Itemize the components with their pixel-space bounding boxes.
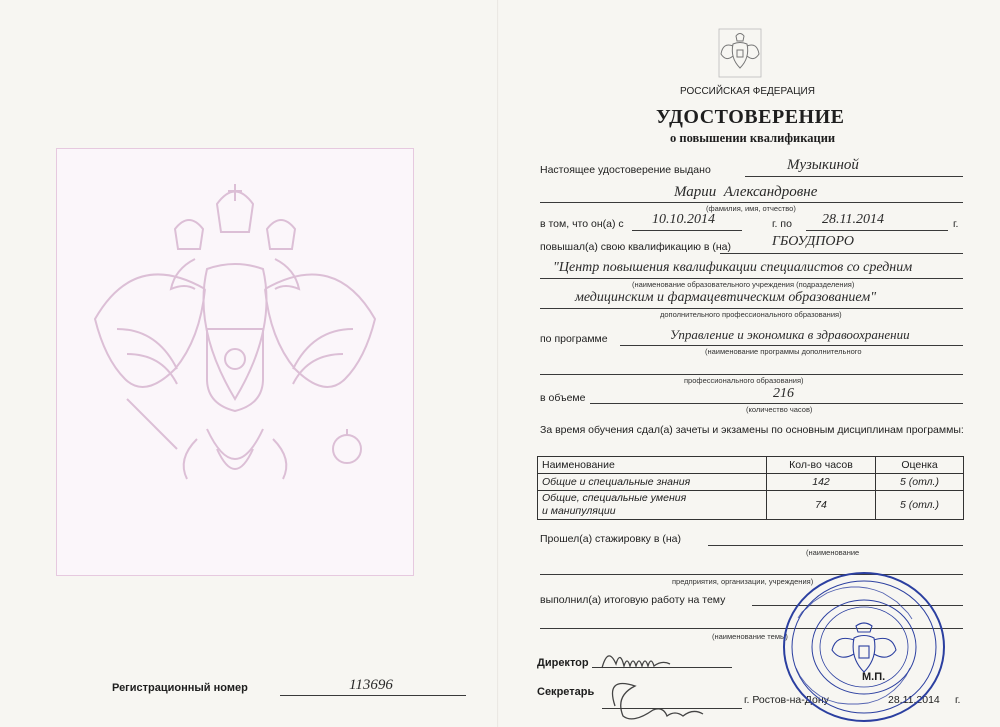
name-caption: (фамилия, имя, отчество) (706, 204, 796, 213)
director-line (592, 667, 732, 668)
program-line2 (540, 374, 963, 375)
grades-table (537, 456, 964, 520)
internship-label: Прошел(а) стажировку в (на) (540, 533, 681, 545)
volume-value: 216 (773, 386, 794, 401)
period-to-label: г. по (772, 218, 792, 230)
program-label: по программе (540, 333, 608, 345)
institution-short-line (720, 253, 963, 254)
issue-date: 28.11.2014 (888, 694, 940, 706)
date-to-value: 28.11.2014 (822, 212, 884, 227)
coat-of-arms-icon (57, 149, 413, 575)
surname-line (745, 176, 963, 177)
table-row (538, 474, 964, 491)
header-grade: Оценка (876, 457, 964, 474)
page-fold (497, 0, 499, 727)
header-name: Наименование (538, 457, 767, 474)
row-grade: 5 (отл.) (876, 491, 964, 520)
institution-line1: "Центр повышения квалификации специалистов со средним (553, 260, 913, 275)
registration-number: 113696 (349, 677, 393, 693)
institution-line1-rule (540, 278, 963, 279)
date-to-line (806, 230, 948, 231)
institution-label: повышал(а) свою квалификацию в (на) (540, 241, 731, 253)
internship-caption1: (наименование (806, 548, 860, 557)
final-work-label: выполнил(а) итоговую работу на тему (540, 594, 726, 606)
program-caption2: профессионального образования) (684, 376, 804, 385)
program-value: Управление и экономика в здравоохранении (670, 327, 910, 342)
secretary-line (602, 708, 742, 709)
director-label: Директор (537, 657, 589, 669)
registration-label: Регистрационный номер (112, 682, 248, 694)
issued-to-label: Настоящее удостоверение выдано (540, 164, 711, 176)
secretary-signature (600, 676, 740, 726)
table-row (538, 491, 964, 520)
name-value: Марии Александровне (674, 184, 818, 200)
volume-label: в объеме (540, 392, 586, 404)
date-from-value: 10.10.2014 (652, 212, 715, 227)
small-emblem-icon (718, 28, 762, 78)
program-line (620, 345, 963, 346)
institution-short-name: ГБОУДПОРО (772, 234, 854, 249)
emblem-frame (56, 148, 414, 576)
row-hours: 74 (767, 491, 876, 520)
name-line (540, 202, 963, 203)
document-title: УДОСТОВЕРЕНИЕ (656, 106, 845, 128)
volume-line (590, 403, 963, 404)
institution-caption2: дополнительного профессионального образования) (660, 310, 842, 319)
volume-caption: (количество часов) (746, 405, 813, 414)
row-name (538, 491, 767, 520)
director-signature (592, 640, 722, 680)
row-name-line1: Общие, специальные умения (542, 492, 687, 504)
row-name: Общие и специальные знания (538, 474, 767, 491)
header-hours: Кол-во часов (767, 457, 876, 474)
internship-caption2: предприятия, организации, учреждения) (672, 577, 814, 586)
surname-value: Музыкиной (787, 157, 859, 173)
institution-line2-rule (540, 308, 963, 309)
period-from-label: в том, что он(а) с (540, 218, 624, 230)
final-work-caption: (наименование темы) (712, 632, 788, 641)
city-label: г. Ростов-на-Дону (744, 694, 829, 706)
registration-line (280, 695, 466, 696)
stamp-place-label: М.П. (862, 671, 886, 683)
exams-intro: За время обучения сдал(а) зачеты и экзамены по основным дисциплинам программы: (540, 424, 964, 436)
institution-caption1: (наименование образовательного учреждения (подразделения) (632, 280, 855, 289)
country-label: РОССИЙСКАЯ ФЕДЕРАЦИЯ (680, 86, 815, 97)
secretary-label: Секретарь (537, 686, 595, 698)
row-grade: 5 (отл.) (876, 474, 964, 491)
row-name-line2: и манипуляции (542, 505, 616, 517)
internship-line (708, 545, 963, 546)
document-subtitle: о повышении квалификации (670, 131, 836, 145)
issue-date-suffix: г. (955, 694, 961, 706)
table-header-row (538, 457, 964, 474)
institution-line2: медицинским и фармацевтическим образованием" (575, 290, 877, 305)
row-hours: 142 (767, 474, 876, 491)
date-from-line (632, 230, 742, 231)
period-suffix: г. (953, 218, 959, 230)
program-caption1: (наименование программы дополнительного (705, 347, 862, 356)
official-seal-stamp (778, 568, 950, 726)
